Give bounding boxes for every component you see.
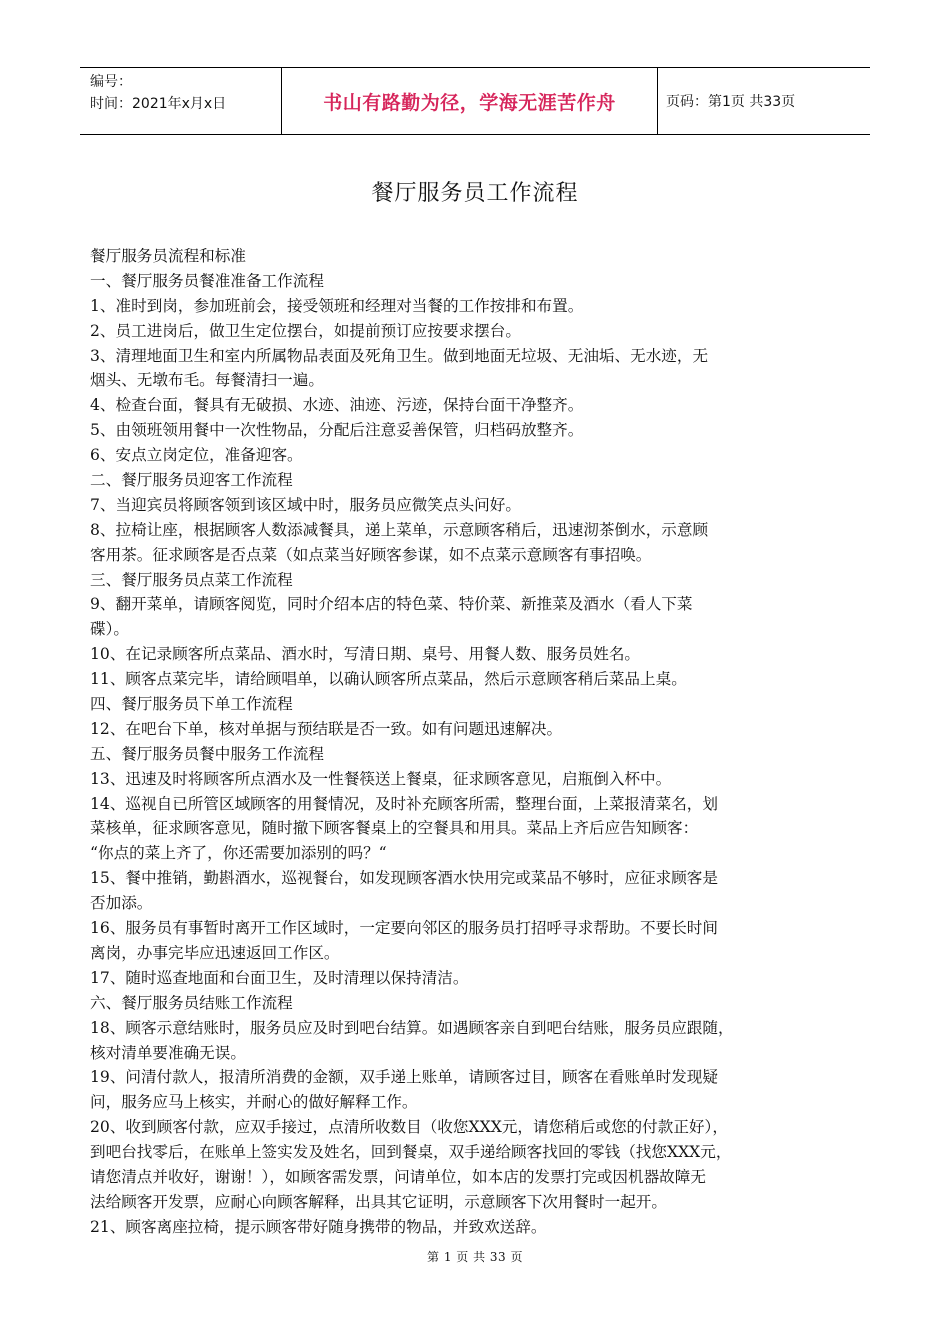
body-line: 否加添。 xyxy=(90,894,153,913)
body-line: 3、清理地面卫生和室内所属物品表面及死角卫生。做到地面无垃圾、无油垢、无水迹，无 xyxy=(90,346,709,365)
body-line: 10、在记录顾客所点菜品、酒水时，写清日期、桌号、用餐人数、服务员姓名。 xyxy=(90,645,641,664)
document-body xyxy=(90,244,870,1240)
body-line: 一、餐厅服务员餐准准备工作流程 xyxy=(90,271,324,290)
page-info: 页码：第1页 共33页 xyxy=(666,94,796,110)
document-number-label: 编号： xyxy=(90,74,132,90)
page-footer: 第 1 页 共 33 页 xyxy=(427,1250,523,1264)
body-line: 18、顾客示意结账时，服务员应及时到吧台结算。如遇顾客亲自到吧台结账，服务员应跟随， xyxy=(90,1018,734,1037)
body-line: 17、随时巡查地面和台面卫生，及时清理以保持清洁。 xyxy=(90,968,469,987)
body-line: 问，服务应马上核实，并耐心的做好解释工作。 xyxy=(90,1093,418,1112)
header-page-info-cell xyxy=(658,68,870,134)
document-title: 餐厅服务员工作流程 xyxy=(371,181,579,206)
body-line: 9、翻开菜单，请顾客阅览，同时介绍本店的特色菜、特价菜、新推菜及酒水（看人下菜 xyxy=(90,595,693,614)
header-motto-cell xyxy=(282,68,658,134)
body-line: 1、准时到岗，参加班前会，接受领班和经理对当餐的工作按排和布置。 xyxy=(90,296,584,315)
body-line: 核对清单要准确无误。 xyxy=(90,1043,246,1062)
body-line: 四、餐厅服务员下单工作流程 xyxy=(90,695,293,714)
body-line: 餐厅服务员流程和标准 xyxy=(90,247,246,265)
body-line: 5、由领班领用餐中一次性物品，分配后注意妥善保管，归档码放整齐。 xyxy=(90,421,584,440)
body-line: 到吧台找零后，在账单上签实发及姓名，回到餐桌，双手递给顾客找回的零钱（找您XXX元， xyxy=(90,1143,732,1162)
body-line: “你点的菜上齐了，你还需要加添别的吗？“ xyxy=(90,844,387,863)
body-line: 三、餐厅服务员点菜工作流程 xyxy=(90,570,293,589)
body-line: 4、检查台面，餐具有无破损、水迹、油迹、污迹，保持台面干净整齐。 xyxy=(90,396,584,415)
body-line: 2、员工进岗后，做卫生定位摆台，如提前预订应按要求摆台。 xyxy=(90,321,521,340)
header-table xyxy=(80,67,870,135)
body-line: 20、收到顾客付款，应双手接过，点清所收数目（收您XXX元，请您稍后或您的付款正好）， xyxy=(90,1118,728,1137)
body-line: 12、在吧台下单，核对单据与预结联是否一致。如有问题迅速解决。 xyxy=(90,719,563,738)
body-line: 7、当迎宾员将顾客领到该区域中时，服务员应微笑点头问好。 xyxy=(90,495,521,514)
motto: 书山有路勤为径，学海无涯苦作舟 xyxy=(323,91,616,114)
body-line: 六、餐厅服务员结账工作流程 xyxy=(90,993,293,1012)
body-line: 请您清点并收好，谢谢！），如顾客需发票，问请单位，如本店的发票打完或因机器故障无 xyxy=(90,1167,706,1186)
body-line: 19、问清付款人，报清所消费的金额，双手递上账单，请顾客过目，顾客在看账单时发现疑 xyxy=(90,1068,718,1087)
body-line: 15、餐中推销，勤斟酒水，巡视餐台，如发现顾客酒水快用完或菜品不够时，应征求顾客是 xyxy=(90,869,718,888)
body-line: 五、餐厅服务员餐中服务工作流程 xyxy=(90,744,324,763)
header-meta xyxy=(80,68,282,134)
body-line: 6、安点立岗定位，准备迎客。 xyxy=(90,446,303,465)
body-line: 21、顾客离座拉椅，提示顾客带好随身携带的物品，并致欢送辞。 xyxy=(90,1217,547,1236)
body-line: 二、餐厅服务员迎客工作流程 xyxy=(90,471,293,490)
body-line: 离岗，办事完毕应迅速返回工作区。 xyxy=(90,943,340,962)
body-line: 14、巡视自已所管区域顾客的用餐情况，及时补充顾客所需，整理台面，上菜报清菜名，划 xyxy=(90,794,718,813)
body-line: 客用茶。征求顾客是否点菜（如点菜当好顾客参谋，如不点菜示意顾客有事招唤。 xyxy=(90,545,652,564)
body-line: 法给顾客开发票，应耐心向顾客解释，出具其它证明，示意顾客下次用餐时一起开。 xyxy=(90,1192,667,1211)
body-line: 13、迅速及时将顾客所点酒水及一性餐筷送上餐桌，征求顾客意见，启瓶倒入杯中。 xyxy=(90,769,672,788)
body-line: 16、服务员有事暂时离开工作区域时，一定要向邻区的服务员打招呼寻求帮助。不要长时间 xyxy=(90,919,718,938)
document-date: 时间：2021年x月x日 xyxy=(90,96,227,112)
body-line: 8、拉椅让座，根据顾客人数添减餐具，递上菜单，示意顾客稍后，迅速沏茶倒水，示意顾 xyxy=(90,520,709,539)
body-line: 烟头、无墩布毛。每餐清扫一遍。 xyxy=(90,371,324,390)
body-line: 碟）。 xyxy=(90,620,129,639)
body-line: 菜核单，征求顾客意见，随时撤下顾客餐桌上的空餐具和用具。菜品上齐后应告知顾客： xyxy=(90,819,699,838)
body-line: 11、顾客点菜完毕，请给顾唱单，以确认顾客所点菜品，然后示意顾客稍后菜品上桌。 xyxy=(90,670,687,689)
